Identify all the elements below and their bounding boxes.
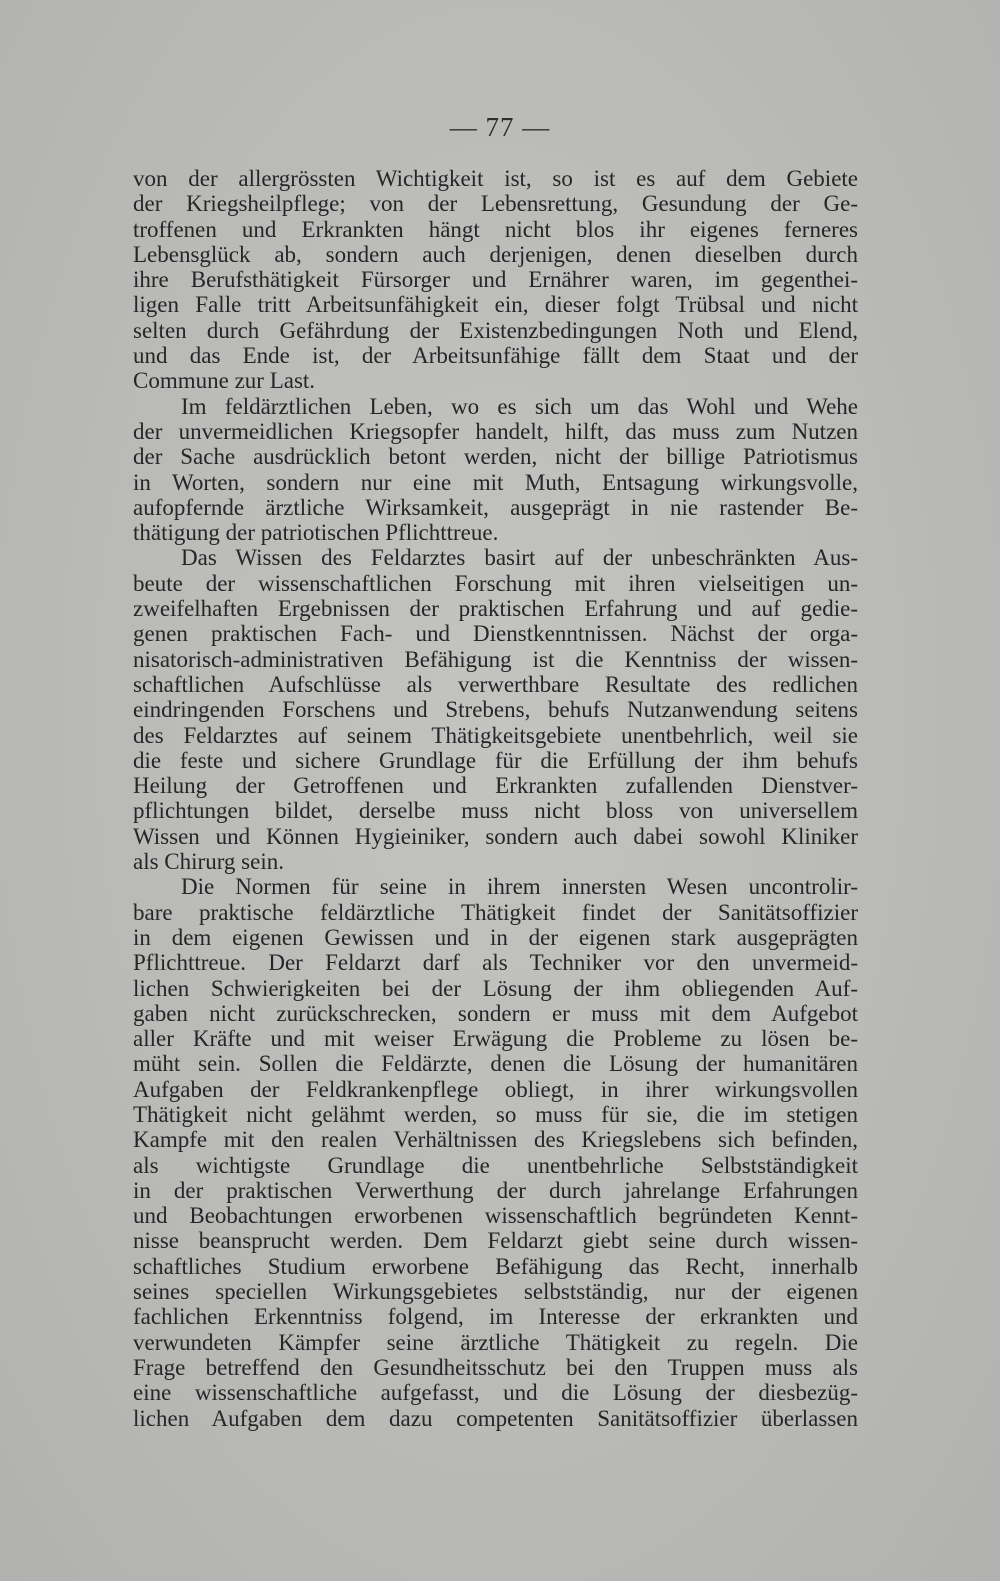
text-line: des Feldarztes auf seinem Thätigkeitsgebiete unentbehrlich, weil sie: [133, 722, 858, 748]
text-line: aller Kräfte und mit weiser Erwägung die Probleme zu lösen be-: [133, 1026, 858, 1052]
text-line: lichen Schwierigkeiten bei der Lösung der ihm obliegenden Auf-: [133, 975, 858, 1001]
paragraph-2: [133, 394, 858, 546]
text-line: Die Normen für seine in ihrem innersten Wesen uncontrolir-: [181, 874, 858, 900]
text-line: nisatorisch-administrativen Befähigung ist die Kenntniss der wissen-: [133, 646, 858, 672]
text-line: thätigung der patriotischen Pflichttreue.: [133, 520, 499, 546]
paragraph-4: [133, 874, 858, 1431]
text-line: seines speciellen Wirkungsgebietes selbstständig, nur der eigenen: [133, 1279, 858, 1305]
text-line: in der praktischen Verwerthung der durch jahrelange Erfahrungen: [133, 1177, 858, 1203]
paragraph-1: [133, 166, 858, 394]
text-line: genen praktischen Fach- und Dienstkenntnissen. Nächst der orga-: [133, 621, 858, 647]
text-line: Wissen und Können Hygieiniker, sondern auch dabei sowohl Kliniker: [133, 823, 858, 849]
text-line: schaftlichen Aufschlüsse als verwerthbare Resultate des redlichen: [133, 671, 858, 697]
text-line: lichen Aufgaben dem dazu competenten Sanitätsoffizier überlassen: [133, 1405, 858, 1431]
text-line: troffenen und Erkrankten hängt nicht blos ihr eigenes ferneres: [133, 216, 858, 242]
text-line: Frage betreffend den Gesundheitsschutz bei den Truppen muss als: [133, 1354, 858, 1380]
text-line: der Sache ausdrücklich betont werden, nicht der billige Patriotismus: [133, 444, 858, 470]
text-line: die feste und sichere Grundlage für die Erfüllung der ihm behufs: [133, 747, 858, 773]
text-line: und Beobachtungen erworbenen wissenschaftlich begründeten Kennt-: [133, 1203, 858, 1229]
text-line: gaben nicht zurückschrecken, sondern er muss mit dem Aufgebot: [133, 1000, 858, 1026]
text-line: müht sein. Sollen die Feldärzte, denen die Lösung der humanitären: [133, 1051, 858, 1077]
text-line: ihre Berufsthätigkeit Fürsorger und Ernährer waren, im gegenthei-: [133, 267, 858, 293]
text-line: Pflichttreue. Der Feldarzt darf als Techniker vor den unvermeid-: [133, 950, 858, 976]
text-line: als Chirurg sein.: [133, 849, 284, 875]
text-line: verwundeten Kämpfer seine ärztliche Thätigkeit zu regeln. Die: [133, 1329, 858, 1355]
text-line: von der allergrössten Wichtigkeit ist, so ist es auf dem Gebiete: [133, 166, 858, 191]
text-line: zweifelhaften Ergebnissen der praktischen Erfahrung und auf gedie-: [133, 596, 858, 622]
text-line: ligen Falle tritt Arbeitsunfähigkeit ein, dieser folgt Trübsal und nicht: [133, 292, 858, 318]
text-line: der unvermeidlichen Kriegsopfer handelt, hilft, das muss zum Nutzen: [133, 418, 858, 444]
text-line: der Kriegsheilpflege; von der Lebensrettung, Gesundung der Ge-: [133, 191, 858, 217]
text-line: Im feldärztlichen Leben, wo es sich um das Wohl und Wehe: [181, 393, 858, 419]
text-line: aufopfernde ärztliche Wirksamkeit, ausgeprägt in nie rastender Be-: [133, 494, 858, 520]
text-line: Thätigkeit nicht gelähmt werden, so muss für sie, die im stetigen: [133, 1101, 858, 1127]
text-line: fachlichen Erkenntniss folgend, im Interesse der erkrankten und: [133, 1304, 858, 1330]
text-line: eindringenden Forschens und Strebens, behufs Nutzanwendung seitens: [133, 697, 858, 723]
text-line: pflichtungen bildet, derselbe muss nicht bloss von universellem: [133, 798, 858, 824]
body-text: [133, 166, 858, 1431]
text-line: Aufgaben der Feldkrankenpflege obliegt, in ihrer wirkungsvollen: [133, 1076, 858, 1102]
text-line: Kampfe mit den realen Verhältnissen des Kriegslebens sich befinden,: [133, 1127, 858, 1153]
text-line: und das Ende ist, der Arbeitsunfähige fällt dem Staat und der: [133, 343, 858, 369]
paragraph-3: [133, 545, 858, 874]
text-line: in dem eigenen Gewissen und in der eigenen stark ausgeprägten: [133, 924, 858, 950]
text-line: nisse beansprucht werden. Dem Feldarzt giebt seine durch wissen-: [133, 1228, 858, 1254]
text-line: schaftliches Studium erworbene Befähigung das Recht, innerhalb: [133, 1253, 858, 1279]
text-line: selten durch Gefährdung der Existenzbedingungen Noth und Elend,: [133, 317, 858, 343]
page-number: — 77 —: [449, 112, 551, 142]
text-line: beute der wissenschaftlichen Forschung mit ihren vielseitigen un-: [133, 570, 858, 596]
text-line: eine wissenschaftliche aufgefasst, und die Lösung der diesbezüg-: [133, 1380, 858, 1406]
text-line: Das Wissen des Feldarztes basirt auf der unbeschränkten Aus-: [181, 545, 858, 571]
text-line: als wichtigste Grundlage die unentbehrliche Selbstständigkeit: [133, 1152, 858, 1178]
text-line: Lebensglück ab, sondern auch derjenigen, denen dieselben durch: [133, 241, 858, 267]
text-line: Heilung der Getroffenen und Erkrankten zufallenden Dienstver-: [133, 773, 858, 799]
text-line: in Worten, sondern nur eine mit Muth, Entsagung wirkungsvolle,: [133, 469, 858, 495]
text-line: Commune zur Last.: [133, 368, 316, 394]
text-line: bare praktische feldärztliche Thätigkeit findet der Sanitätsoffizier: [133, 899, 858, 925]
